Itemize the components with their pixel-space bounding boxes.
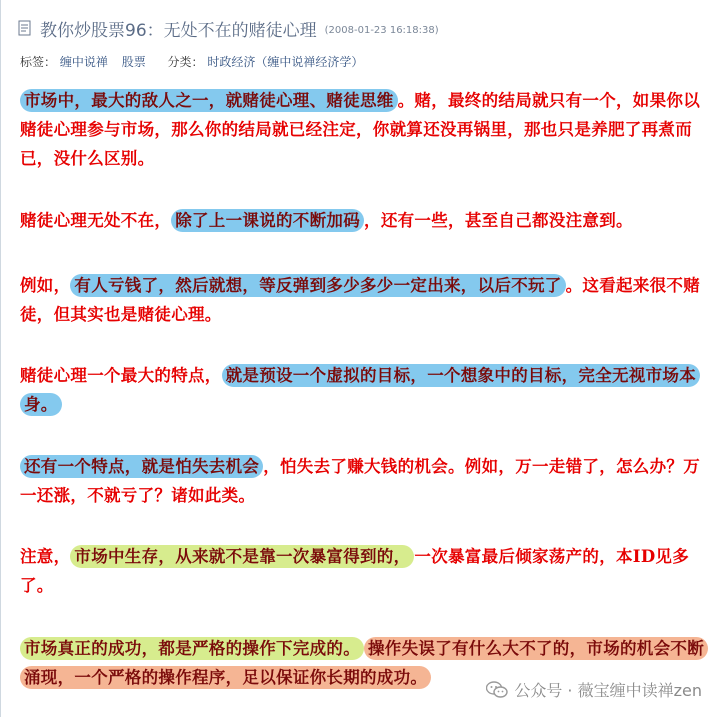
paragraph-text: 赌徒心理一个最大的特点， <box>20 366 222 385</box>
highlight-green: 市场真正的成功，都是严格的操作下完成的。 <box>20 637 364 660</box>
paragraph <box>20 452 710 510</box>
highlight-blue: 市场中，最大的敌人之一，就赌徒心理、赌徒思维 <box>20 89 398 112</box>
highlight-blue: 就是预设一个虚拟的目标，一个想象中的目标，完全无视市场本身。 <box>20 364 700 416</box>
watermark-text: 公众号 · 薇宝缠中读禅zen <box>514 681 702 700</box>
highlight-orange: 操作失误了有什么大不了的，市场的机会不断涌现，一个严格的操作程序，足以保证你长期的成功。 <box>20 637 708 689</box>
wechat-icon <box>486 681 508 699</box>
post-meta <box>20 53 363 70</box>
highlight-blue: 有人亏钱了，然后就想，等反弹到多少多少一定出来，以后不玩了 <box>70 274 565 297</box>
document-icon <box>18 20 32 36</box>
paragraph-text: 赌徒心理无处不在， <box>20 211 172 230</box>
post-header <box>18 14 718 42</box>
paragraph-text: 一次暴富最后倾家荡产的，本ID见多了。 <box>20 547 690 595</box>
paragraph-text: ，还有一些，甚至自己都没注意到。 <box>364 211 633 230</box>
paragraph-text: 注意， <box>20 547 71 566</box>
category-link[interactable]: 时政经济（缠中说禅经济学） <box>207 55 364 69</box>
tags-label: 标签： <box>20 55 57 69</box>
paragraph <box>20 542 710 600</box>
tag-link[interactable]: 股票 <box>121 55 146 69</box>
paragraph-text: ，怕失去了赚大钱的机会。例如，万一走错了，怎么办？万一还涨，不就亏了？诸如此类。 <box>20 457 701 505</box>
paragraph <box>20 271 710 329</box>
paragraph-text: 例如， <box>20 276 71 295</box>
paragraph <box>20 361 710 419</box>
highlight-blue: 还有一个特点，就是怕失去机会 <box>20 455 263 478</box>
paragraph <box>20 86 710 173</box>
paragraph-text: 。赌，最终的结局就只有一个，如果你以赌徒心理参与市场，那么你的结局就已经注定，你就算还没再锅里，那也只是养肥了再煮而已，没什么区别。 <box>20 91 701 168</box>
paragraph-text: 。这看起来很不赌徒，但其实也是赌徒心理。 <box>20 276 701 324</box>
post-date: (2008-01-23 16:18:38) <box>324 24 439 36</box>
paragraph <box>20 206 633 235</box>
post-title[interactable]: 教你炒股票96：无处不在的赌徒心理 <box>40 20 317 41</box>
highlight-blue: 除了上一课说的不断加码 <box>171 209 364 232</box>
tag-link[interactable]: 缠中说禅 <box>59 55 108 69</box>
left-border <box>0 0 1 717</box>
highlight-green: 市场中生存，从来就不是靠一次暴富得到的， <box>70 545 414 568</box>
category-label: 分类： <box>167 55 204 69</box>
watermark <box>482 676 706 703</box>
